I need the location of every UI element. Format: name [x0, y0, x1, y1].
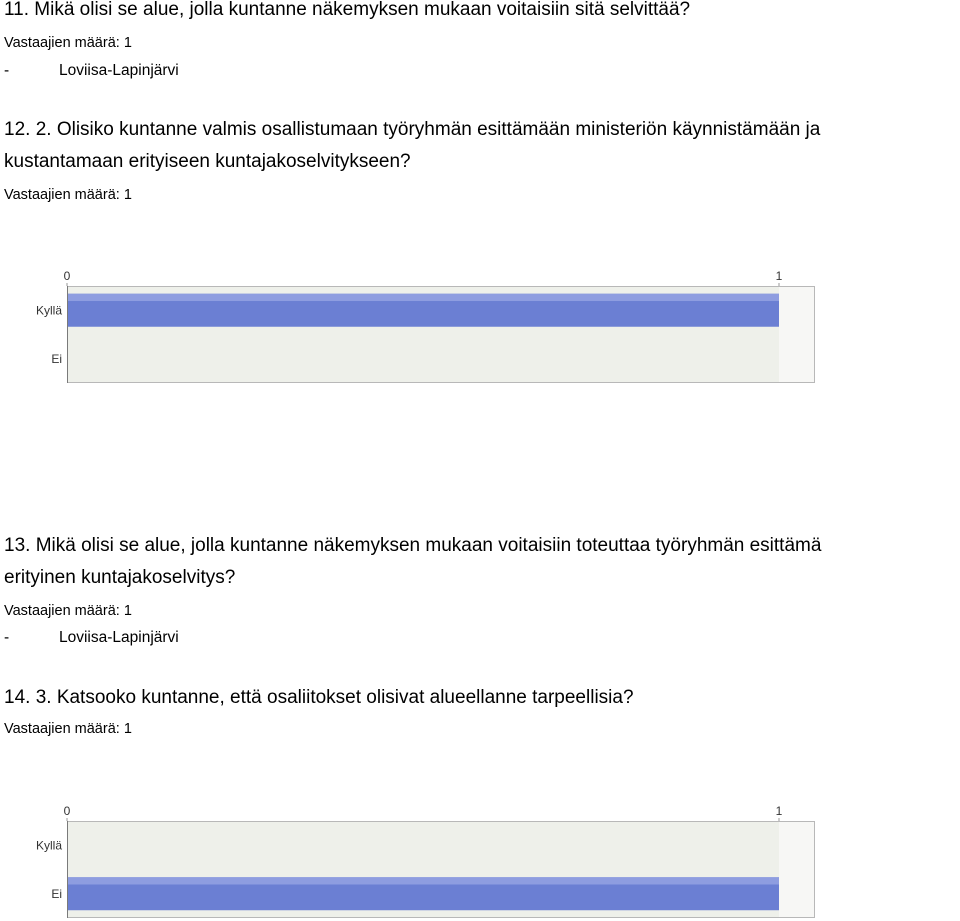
- x-tick-label: 0: [63, 804, 71, 818]
- answer-text: Loviisa-Lapinjärvi: [59, 62, 179, 79]
- category-label: Kyllä: [35, 838, 62, 853]
- q12-title-line2: kustantamaan erityiseen kuntajakoselvitykseen?: [4, 151, 411, 172]
- category-label: Ei: [51, 886, 62, 901]
- q12-chart-svg: [0, 255, 960, 390]
- q14-respondent-count: Vastaajien määrä: 1: [4, 721, 132, 737]
- x-tick-label: 1: [775, 804, 783, 818]
- bar-highlight: [67, 294, 779, 301]
- x-tick-label: 0: [63, 269, 71, 283]
- q13-title-line1: 13. Mikä olisi se alue, jolla kuntanne näkemyksen mukaan voitaisiin toteuttaa työryhmän esittämä: [4, 535, 822, 556]
- bar-highlight: [67, 877, 779, 884]
- x-tick-label: 1: [775, 269, 783, 283]
- q12-bar-chart: [0, 255, 960, 390]
- q14-chart-svg: [0, 790, 960, 921]
- plot-right-margin: [779, 821, 815, 918]
- q12-respondent-count: Vastaajien määrä: 1: [4, 187, 132, 203]
- plot-right-margin: [779, 286, 815, 383]
- answer-text: Loviisa-Lapinjärvi: [59, 629, 179, 646]
- answer-dash: -: [4, 62, 10, 79]
- category-label: Kyllä: [35, 303, 62, 318]
- q13-title-line2: erityinen kuntajakoselvitys?: [4, 567, 236, 588]
- q13-answer-item: [4, 627, 179, 649]
- q14-bar-chart: [0, 790, 960, 921]
- q12-title-line1: 12. 2. Olisiko kuntanne valmis osallistumaan työryhmän esittämään ministeriön käynnistämään ja: [4, 119, 821, 140]
- q11-answer-item: [4, 60, 179, 82]
- q14-title: 14. 3. Katsooko kuntanne, että osaliitokset olisivat alueellanne tarpeellisia?: [4, 687, 634, 708]
- answer-dash: -: [4, 629, 10, 646]
- category-label: Ei: [51, 351, 62, 366]
- q13-respondent-count: Vastaajien määrä: 1: [4, 603, 132, 619]
- q11-title: 11. Mikä olisi se alue, jolla kuntanne näkemyksen mukaan voitaisiin sitä selvittää?: [4, 0, 691, 20]
- q11-respondent-count: Vastaajien määrä: 1: [4, 35, 132, 51]
